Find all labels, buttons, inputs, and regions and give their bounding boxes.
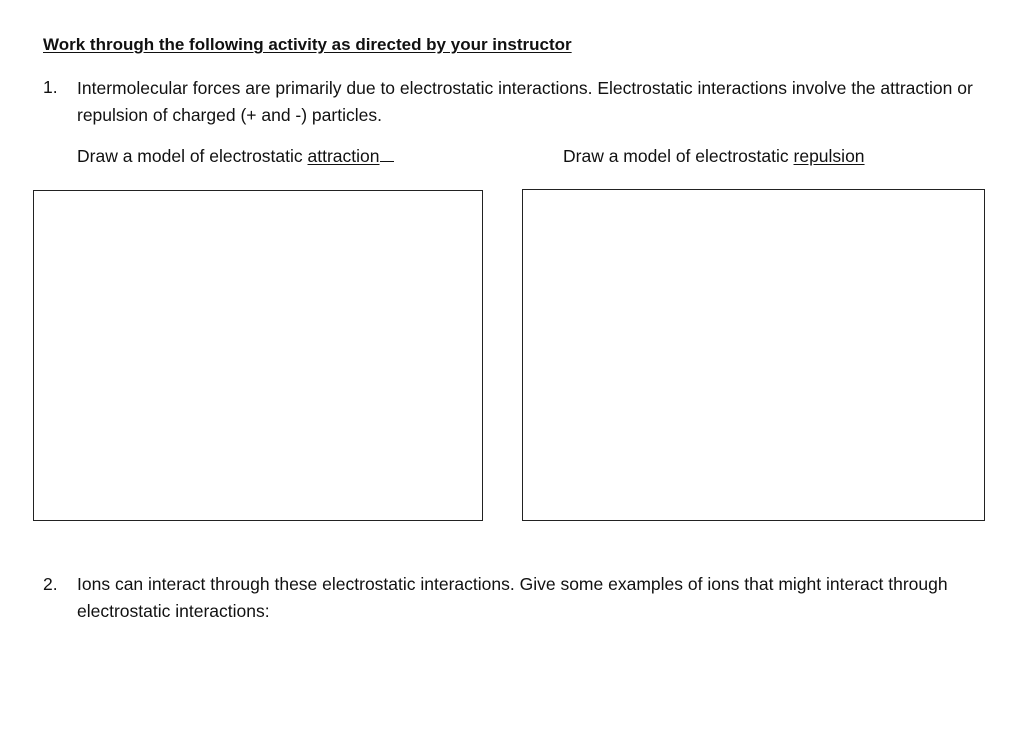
attraction-drawing-box[interactable] (33, 190, 483, 521)
question-2-number: 2. (43, 574, 58, 594)
attraction-prompt-prefix: Draw a model of electrostatic (77, 146, 308, 166)
worksheet-heading: Work through the following activity as directed by your instructor (43, 35, 572, 54)
question-2-text: Ions can interact through these electrostatic interactions. Give some examples of ions that might interact through electrostatic interactions: (77, 574, 948, 621)
repulsion-prompt-prefix: Draw a model of electrostatic (563, 146, 794, 166)
attraction-underline-trail (380, 160, 394, 162)
attraction-keyword: attraction (307, 146, 380, 166)
repulsion-prompt (563, 146, 865, 167)
question-1-text: Intermolecular forces are primarily due to electrostatic interactions. Electrostatic interactions involve the attraction or repulsion of charged (+ and -) particles. (77, 78, 973, 125)
repulsion-drawing-box[interactable] (522, 189, 985, 521)
attraction-prompt (77, 146, 394, 167)
repulsion-keyword: repulsion (793, 146, 865, 166)
question-1-number: 1. (43, 77, 58, 97)
